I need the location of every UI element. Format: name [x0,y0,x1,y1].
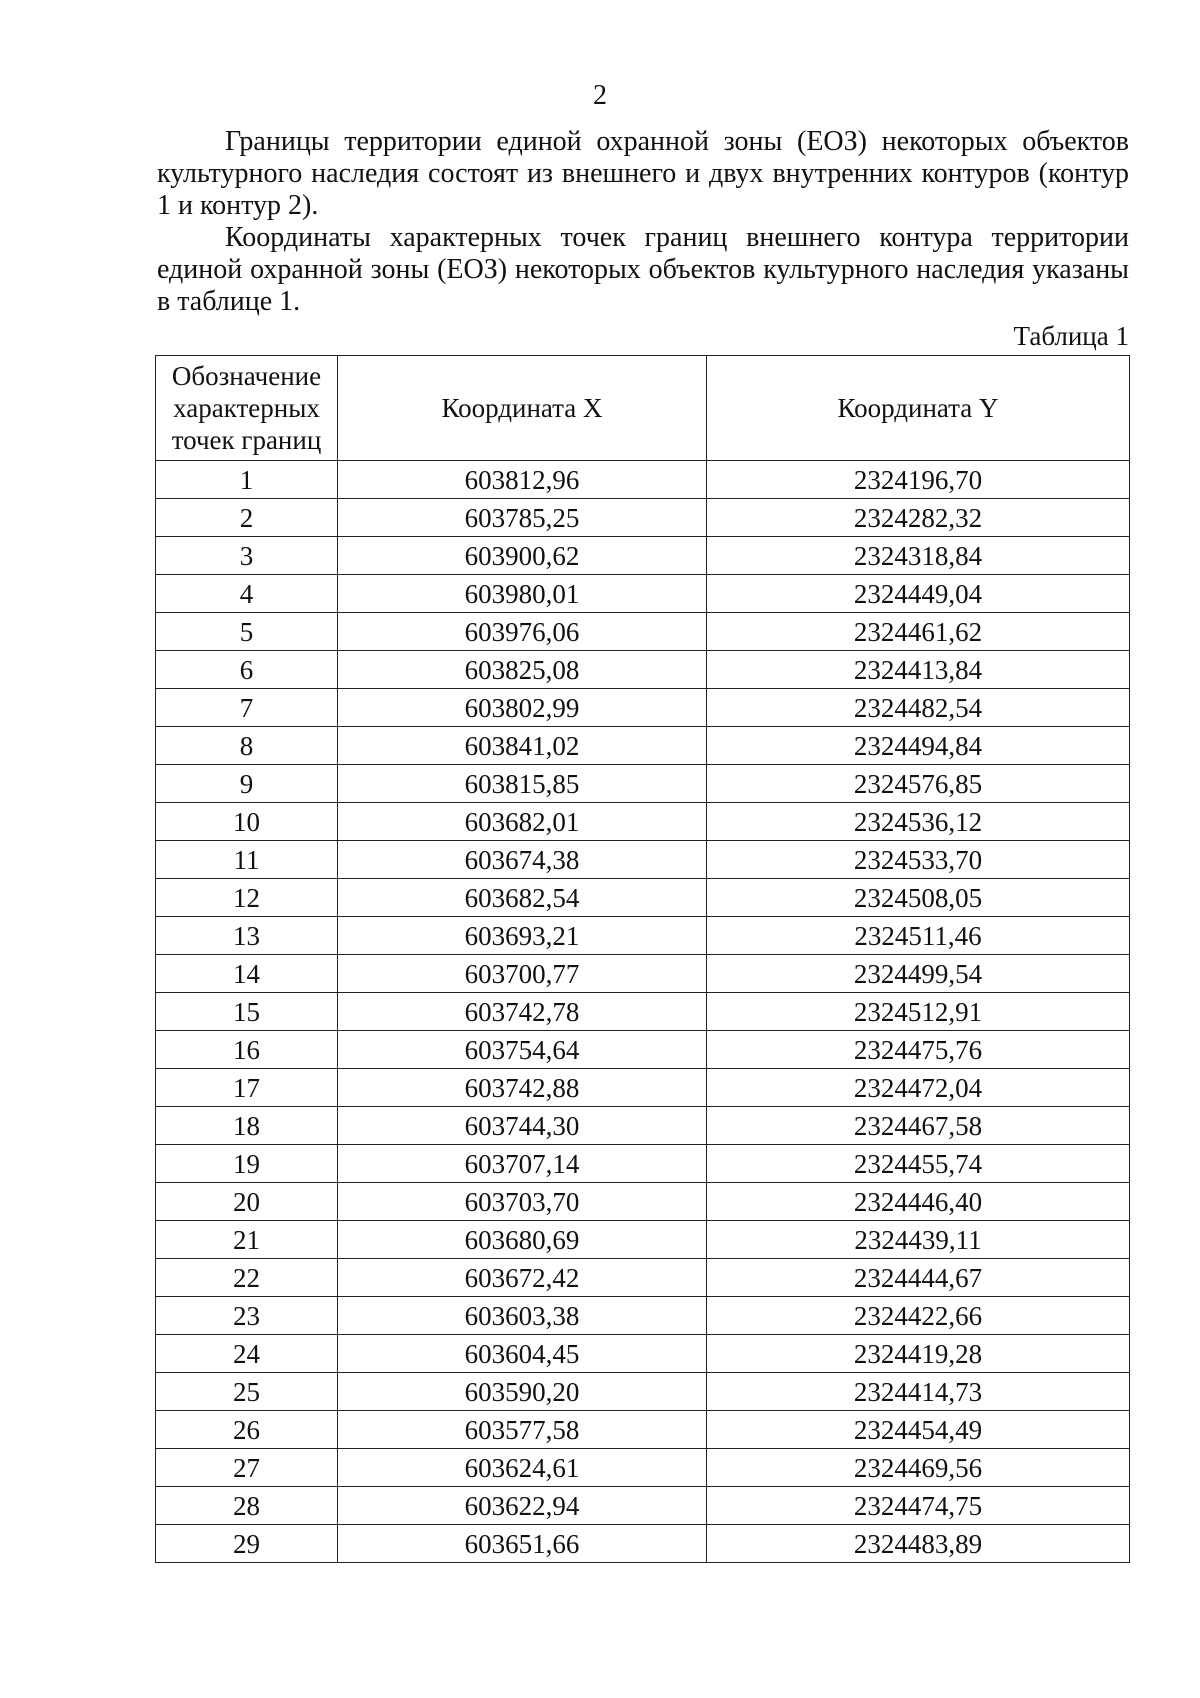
table-row [156,1069,1130,1107]
table-row [156,1145,1130,1183]
cell-point-number: 20 [156,1183,338,1221]
cell-coordinate-x: 603976,06 [338,613,707,651]
cell-coordinate-x: 603744,30 [338,1107,707,1145]
cell-point-number: 4 [156,575,338,613]
cell-coordinate-y: 2324318,84 [707,537,1130,575]
cell-point-number: 10 [156,803,338,841]
cell-coordinate-y: 2324536,12 [707,803,1130,841]
cell-point-number: 2 [156,499,338,537]
table-row [156,1297,1130,1335]
cell-coordinate-y: 2324419,28 [707,1335,1130,1373]
table-body [156,461,1130,1563]
table-row [156,537,1130,575]
cell-coordinate-x: 603577,58 [338,1411,707,1449]
cell-point-number: 1 [156,461,338,499]
cell-coordinate-x: 603785,25 [338,499,707,537]
cell-coordinate-x: 603900,62 [338,537,707,575]
cell-point-number: 9 [156,765,338,803]
table-row [156,727,1130,765]
cell-coordinate-y: 2324494,84 [707,727,1130,765]
table-row [156,1183,1130,1221]
cell-coordinate-y: 2324467,58 [707,1107,1130,1145]
cell-coordinate-x: 603624,61 [338,1449,707,1487]
cell-coordinate-y: 2324508,05 [707,879,1130,917]
cell-point-number: 13 [156,917,338,955]
cell-coordinate-y: 2324422,66 [707,1297,1130,1335]
cell-point-number: 28 [156,1487,338,1525]
cell-coordinate-y: 2324576,85 [707,765,1130,803]
page-number: 2 [593,80,607,111]
cell-coordinate-y: 2324439,11 [707,1221,1130,1259]
cell-coordinate-y: 2324444,67 [707,1259,1130,1297]
cell-coordinate-x: 603703,70 [338,1183,707,1221]
cell-coordinate-x: 603674,38 [338,841,707,879]
cell-coordinate-y: 2324533,70 [707,841,1130,879]
cell-point-number: 7 [156,689,338,727]
intro-paragraph: Границы территории единой охранной зоны (ЕОЗ) некоторых объектов культурного наследия состоят из внешнего и двух внутренних контуров (контур 1 и контур 2). [157,126,1129,221]
cell-coordinate-y: 2324454,49 [707,1411,1130,1449]
cell-coordinate-y: 2324196,70 [707,461,1130,499]
table-row [156,461,1130,499]
cell-coordinate-y: 2324413,84 [707,651,1130,689]
header-point-designation: Обозначение характерных точек границ [156,356,338,461]
table-row [156,1221,1130,1259]
cell-coordinate-x: 603707,14 [338,1145,707,1183]
table-row [156,1411,1130,1449]
table-row [156,499,1130,537]
table-row [156,955,1130,993]
cell-point-number: 19 [156,1145,338,1183]
table-row [156,613,1130,651]
cell-point-number: 11 [156,841,338,879]
table-row [156,765,1130,803]
header-coordinate-y: Координата Y [707,356,1130,461]
cell-coordinate-x: 603622,94 [338,1487,707,1525]
table-row [156,917,1130,955]
cell-point-number: 12 [156,879,338,917]
cell-coordinate-x: 603742,78 [338,993,707,1031]
cell-coordinate-x: 603680,69 [338,1221,707,1259]
cell-point-number: 21 [156,1221,338,1259]
coordinates-paragraph: Координаты характерных точек границ внешнего контура территории единой охранной зоны (ЕОЗ) некоторых объектов культурного наследия указаны в таблице 1. [157,222,1129,317]
table-row [156,1525,1130,1563]
cell-coordinate-y: 2324472,04 [707,1069,1130,1107]
table-row [156,651,1130,689]
cell-point-number: 18 [156,1107,338,1145]
cell-coordinate-x: 603693,21 [338,917,707,955]
table-header-row [156,356,1130,461]
cell-point-number: 27 [156,1449,338,1487]
cell-coordinate-x: 603980,01 [338,575,707,613]
cell-coordinate-y: 2324482,54 [707,689,1130,727]
cell-coordinate-x: 603754,64 [338,1031,707,1069]
cell-coordinate-y: 2324414,73 [707,1373,1130,1411]
cell-coordinate-x: 603682,54 [338,879,707,917]
cell-coordinate-x: 603700,77 [338,955,707,993]
table-row [156,689,1130,727]
table-row [156,1449,1130,1487]
cell-point-number: 29 [156,1525,338,1563]
cell-point-number: 17 [156,1069,338,1107]
cell-coordinate-y: 2324446,40 [707,1183,1130,1221]
table-row [156,993,1130,1031]
cell-coordinate-y: 2324511,46 [707,917,1130,955]
cell-point-number: 22 [156,1259,338,1297]
table-row [156,1487,1130,1525]
cell-coordinate-x: 603603,38 [338,1297,707,1335]
cell-coordinate-y: 2324483,89 [707,1525,1130,1563]
cell-coordinate-y: 2324461,62 [707,613,1130,651]
cell-coordinate-x: 603590,20 [338,1373,707,1411]
cell-coordinate-y: 2324469,56 [707,1449,1130,1487]
table-row [156,803,1130,841]
cell-coordinate-y: 2324449,04 [707,575,1130,613]
cell-coordinate-y: 2324499,54 [707,955,1130,993]
table-row [156,1031,1130,1069]
cell-coordinate-x: 603815,85 [338,765,707,803]
cell-point-number: 8 [156,727,338,765]
table-row [156,1335,1130,1373]
table-row [156,879,1130,917]
table-row [156,841,1130,879]
table-row [156,1107,1130,1145]
cell-coordinate-y: 2324512,91 [707,993,1130,1031]
cell-coordinate-x: 603604,45 [338,1335,707,1373]
table-caption: Таблица 1 [1013,321,1129,351]
cell-point-number: 26 [156,1411,338,1449]
table-row [156,1373,1130,1411]
cell-coordinate-y: 2324282,32 [707,499,1130,537]
table-row [156,1259,1130,1297]
cell-coordinate-y: 2324475,76 [707,1031,1130,1069]
cell-point-number: 3 [156,537,338,575]
cell-coordinate-x: 603682,01 [338,803,707,841]
header-coordinate-x: Координата X [338,356,707,461]
cell-point-number: 6 [156,651,338,689]
cell-coordinate-x: 603802,99 [338,689,707,727]
coordinates-table [155,355,1130,1563]
cell-point-number: 15 [156,993,338,1031]
cell-point-number: 25 [156,1373,338,1411]
cell-coordinate-x: 603742,88 [338,1069,707,1107]
cell-point-number: 23 [156,1297,338,1335]
cell-coordinate-y: 2324455,74 [707,1145,1130,1183]
cell-point-number: 5 [156,613,338,651]
cell-coordinate-x: 603825,08 [338,651,707,689]
cell-point-number: 24 [156,1335,338,1373]
cell-coordinate-x: 603672,42 [338,1259,707,1297]
cell-coordinate-x: 603812,96 [338,461,707,499]
cell-coordinate-x: 603651,66 [338,1525,707,1563]
table-row [156,575,1130,613]
cell-coordinate-x: 603841,02 [338,727,707,765]
cell-coordinate-y: 2324474,75 [707,1487,1130,1525]
cell-point-number: 14 [156,955,338,993]
cell-point-number: 16 [156,1031,338,1069]
